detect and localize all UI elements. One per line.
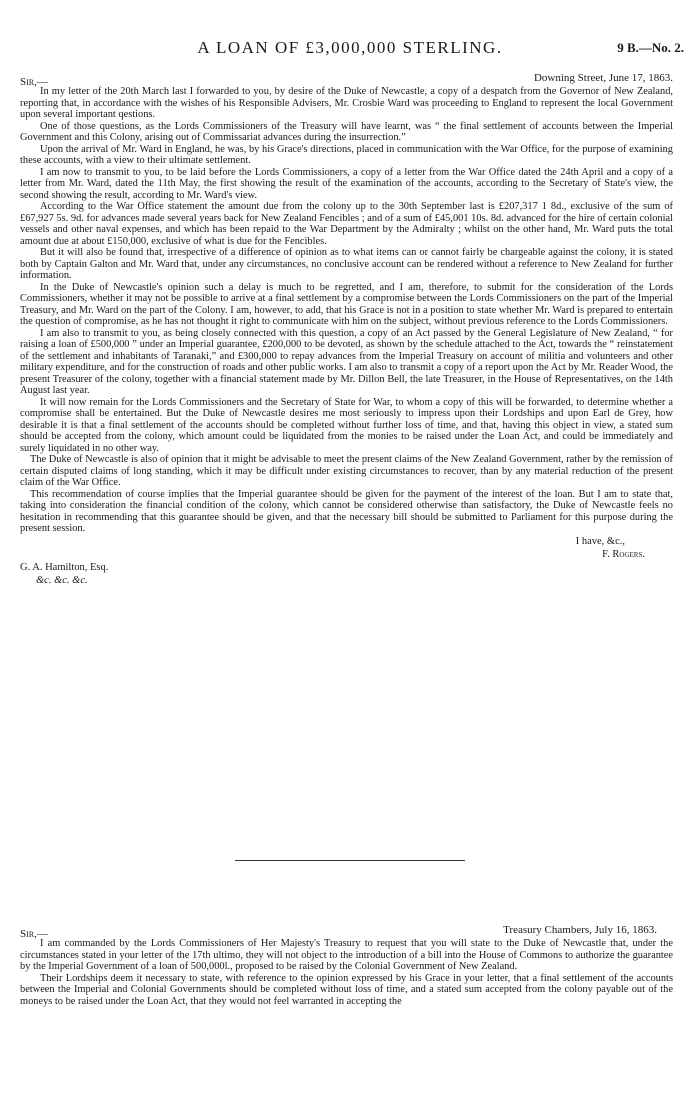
dateline: Downing Street, June 17, 1863. xyxy=(533,72,673,84)
paragraph: It will now remain for the Lords Commissioners and the Secretary of State for War, to whom a copy of this will be forwarded, to determine whether a compromise shall be entertained. But the Duke of Newcastle desires me most seriously to impress upon their Lordships and upon Earl de Grey, how desirable it is that a final settlement of the accounts should be completed without further loss of time, and that, having this object in view, a stated sum should be accepted from the colony, which amount could be liquidated from the monies to be raised under the Loan Act, and could be immediately and surely liquidated in no other way. xyxy=(20,396,673,454)
paragraph: The Duke of Newcastle is also of opinion that it might be advisable to meet the present claims of the New Zealand Government, rather by the remission of certain disputed claims of long standing, which it may be difficult under existing circumstances to recover, than by any material reduction of the present claim of the War Office. xyxy=(20,454,673,488)
paragraph: Upon the arrival of Mr. Ward in England, he was, by his Grace's directions, placed in communication with the War Office, for the purpose of examining these accounts, with a view to their ultimate settlement. xyxy=(20,143,673,166)
section-divider xyxy=(235,860,465,861)
addressee xyxy=(20,561,673,587)
paragraph: In my letter of the 20th March last I forwarded to you, by desire of the Duke of Newcastle, a copy of a despatch from the Governor of New Zealand, reporting that, in accordance with the wishes of his Responsible Advisers, Mr. Crosbie Ward was proceeding to England to represent the local Government upon several important qestions. xyxy=(20,86,673,120)
paragraph: I am also to transmit to you, as being closely connected with this question, a copy of an Act passed by the General Legislature of New Zealand, “ for raising a loan of £500,000 ” under an Imperial guarantee, £200,000 to be devoted, as shown by the schedule attached to the Act, towards the “ reinstatement of the settlement and inhabitants of Taranaki,” and £300,000 to repay advances from the Imperial Treasury on account of militia and volunteers and other military expenditure, and for the construction of roads and other public works. I am also to transmit a copy of a report upon the Act by Mr. Reader Wood, the present Treasurer of the colony, together with a financial statement made by Mr. Dillon Bell, the late Treasurer, in the House of Representatives, on the 14th August last year. xyxy=(20,327,673,396)
closing-line: I have, &c., xyxy=(575,535,625,547)
page-reference: 9 B.—No. 2. xyxy=(617,40,684,55)
paragraph: But it will also be found that, irrespective of a difference of opinion as to what items can or cannot fairly be chargeable against the colony, it is stated both by Captain Galton and Mr. Ward that, under any circumstances, no conclusive account can be rendered without a reference to New Zealand for further information. xyxy=(20,247,673,281)
paragraph: I am commanded by the Lords Commissioners of Her Majesty's Treasury to request that you will state to the Duke of Newcastle that, under the circumstances stated in your letter of the 17th ultimo, they will not object to the introduction of a bill into the House of Commons to authorize the guarantee by the Imperial Government of a loan of 500,000l., proposed to be raised by the Colonial Government of New Zealand. xyxy=(20,938,673,972)
letter-treasury xyxy=(20,922,673,1007)
letter-rogers xyxy=(20,70,673,587)
paragraph: I am now to transmit to you, to be laid before the Lords Commissioners, a copy of a letter from the War Office dated the 24th April and a copy of a letter from Mr. Ward, dated the 11th May, the first showing the result of the examination of the accounts, according to the Secretary of State's view, the second showing the result, according to Mr. Ward's view. xyxy=(20,166,673,201)
addressee-name: G. A. Hamilton, Esq. xyxy=(20,561,109,573)
page-title: A LOAN OF £3,000,000 STERLING. xyxy=(197,38,503,57)
paragraph: Their Lordships deem it necessary to state, with reference to the opinion expressed by his Grace in your letter, that a final settlement of the accounts between the Imperial and Colonial Governments should be completed without loss of time, and a stated sum accepted from the colony payable out of the moneys to be raised under the Loan Act, that they would not feel warranted in accepting the xyxy=(20,972,673,1007)
closing xyxy=(20,535,673,561)
addressee-etc: &c. &c. &c. xyxy=(36,574,88,586)
salutation: Sir,— xyxy=(20,928,48,940)
paragraph: According to the War Office statement the amount due from the colony up to the 30th September last is £207,317 1 8d., exclusive of the sum of £67,927 5s. 9d. for advances made several years back for New Zealand Fencibles ; and of a sum of £45,001 10s. 8d. advanced for the hire of certain colonial vessels and other naval expenses, and which has been repaid to the War Department by the Admiralty ; whilst on the other hand, Mr. Ward puts the total amount due at about £150,000, exclusive of what is due for the Fencibles. xyxy=(20,201,673,247)
signature: F. Rogers. xyxy=(602,548,645,560)
salutation: Sir,— xyxy=(20,76,48,88)
paragraph: This recommendation of course implies that the Imperial guarantee should be given for the payment of the interest of the loan. But I am to state that, taking into consideration the financial condition of the colony, which cannot be considered otherwise than satisfactory, the Duke of Newcastle feels no hesitation in recommending that this guarantee should be given, and that the necessary bill should be submitted to Parliament for this purpose during the present session. xyxy=(20,488,673,534)
dateline: Treasury Chambers, July 16, 1863. xyxy=(503,924,657,936)
paragraph: One of those questions, as the Lords Commissioners of the Treasury will have learnt, was “ the final settlement of accounts between the Imperial Government and this Colony, arising out of Commissariat advances during the insurrection.” xyxy=(20,120,673,143)
paragraph: In the Duke of Newcastle's opinion such a delay is much to be regretted, and I am, therefore, to submit for the consideration of the Lords Commissioners, whether it may not be possible to arrive at a final settlement by a compromise between the Lords Commissioners on the part of the Imperial Treasury, and Mr. Ward on the part of the Colony. I am, however, to add, that his Grace is not in a position to state whether Mr. Ward is prepared to entertain the question of compromise, as he has not thought it right to communicate with him on the subject, without previous reference to the Lords Commissioners. xyxy=(20,281,673,327)
